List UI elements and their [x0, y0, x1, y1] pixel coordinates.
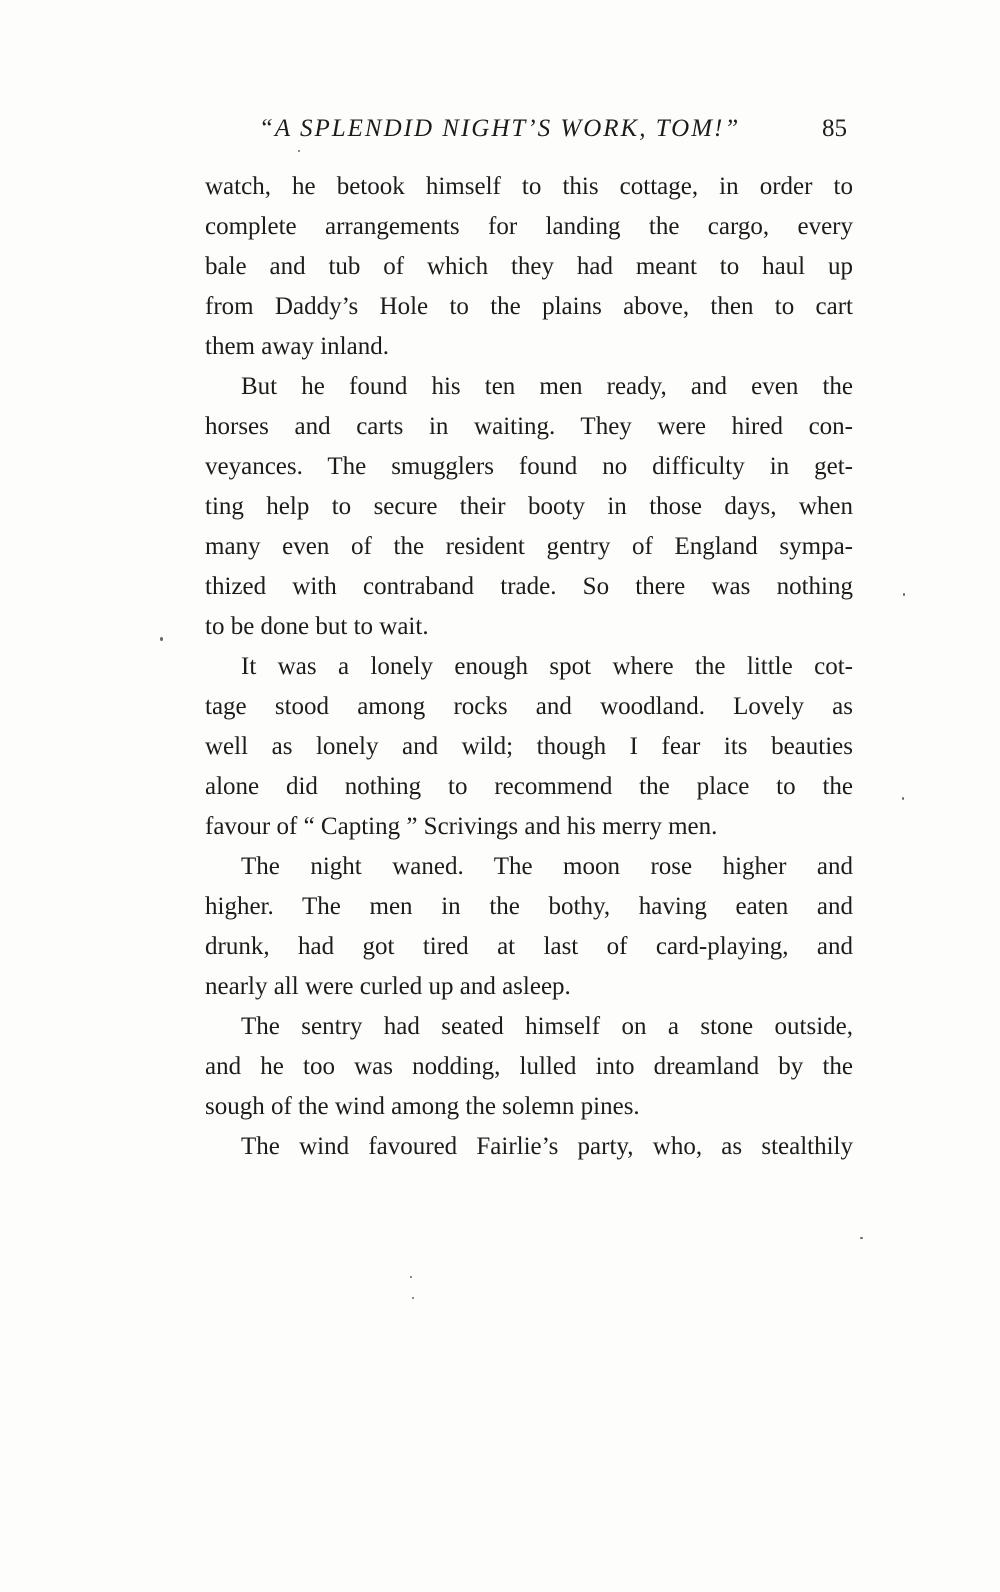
text-line: ting help to secure their booty in those days, when [205, 493, 853, 520]
text-line: watch, he betook himself to this cottage, in order to [205, 173, 853, 200]
text-line: horses and carts in waiting. They were hired con- [205, 413, 853, 440]
text-line: alone did nothing to recommend the place to the [205, 773, 853, 800]
text-line: drunk, had got tired at last of card-playing, and [205, 933, 853, 960]
text-line: bale and tub of which they had meant to haul up [205, 253, 853, 280]
scan-speck [902, 797, 904, 800]
text-line: veyances. The smugglers found no difficulty in get- [205, 453, 853, 480]
text-line: thized with contraband trade. So there was nothing [205, 573, 853, 600]
text-line: favour of “ Capting ” Scrivings and his merry men. [205, 813, 718, 840]
text-line: to be done but to wait. [205, 613, 429, 640]
text-line: tage stood among rocks and woodland. Lovely as [205, 693, 853, 720]
text-line: complete arrangements for landing the cargo, every [205, 213, 853, 240]
body-text [205, 167, 853, 1167]
text-line: The sentry had seated himself on a stone outside, [241, 1013, 853, 1040]
running-head [205, 112, 853, 152]
text-line: many even of the resident gentry of England sympa- [205, 533, 853, 560]
text-line: higher. The men in the bothy, having eaten and [205, 893, 853, 920]
scan-speck [412, 1297, 414, 1299]
text-line: from Daddy’s Hole to the plains above, then to cart [205, 293, 853, 320]
scan-speck [410, 1276, 412, 1278]
page-number: 85 [822, 115, 847, 142]
scan-speck [903, 593, 905, 596]
text-line: well as lonely and wild; though I fear its beauties [205, 733, 853, 760]
text-line: and he too was nodding, lulled into dreamland by the [205, 1053, 853, 1080]
scan-speck [160, 637, 163, 641]
text-line: It was a lonely enough spot where the little cot- [241, 653, 853, 680]
scan-speck [860, 1237, 863, 1239]
text-line: nearly all were curled up and asleep. [205, 973, 571, 1000]
text-line: them away inland. [205, 333, 389, 360]
text-line: The wind favoured Fairlie’s party, who, as stealthily [241, 1133, 853, 1160]
scan-speck [298, 150, 300, 152]
text-line: sough of the wind among the solemn pines. [205, 1093, 640, 1120]
text-line: The night waned. The moon rose higher and [241, 853, 853, 880]
text-line: But he found his ten men ready, and even the [241, 373, 853, 400]
running-title: “A SPLENDID NIGHT’S WORK, TOM!” [259, 115, 741, 142]
